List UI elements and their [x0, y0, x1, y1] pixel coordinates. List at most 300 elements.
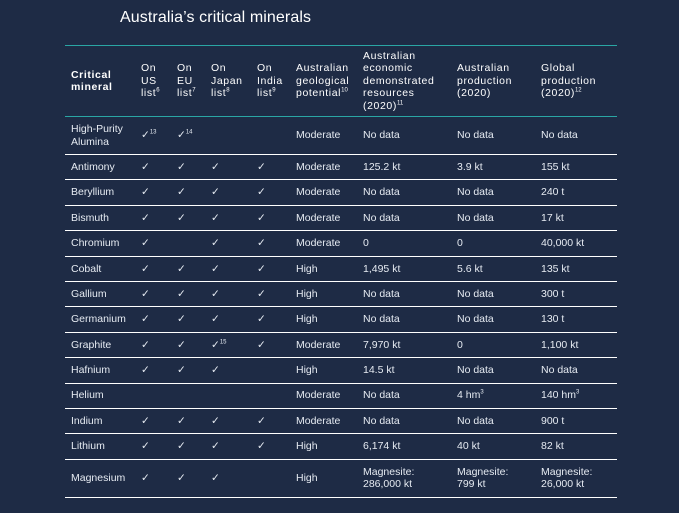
- table-row: [65, 408, 617, 433]
- cell-geological-potential: High: [296, 364, 318, 377]
- cell-australian-production: [451, 459, 535, 497]
- cell-japan-list: [205, 358, 251, 383]
- check-icon: ✓: [211, 364, 220, 377]
- cell-geological-potential: High: [296, 440, 318, 453]
- header-eu-list: [171, 46, 205, 117]
- cell-economic-resources: [357, 281, 451, 306]
- cell-geological-potential: Moderate: [296, 129, 341, 142]
- check-icon: ✓: [211, 313, 220, 326]
- cell-eu-list: [171, 383, 205, 408]
- header-mineral: [65, 46, 135, 117]
- check-icon: ✓: [257, 414, 266, 427]
- check-icon: ✓: [141, 414, 150, 427]
- header-global-production-footnote: 12: [574, 87, 582, 94]
- resources-text: Magnesite:: [363, 465, 415, 478]
- mineral-text: Cobalt: [71, 262, 102, 275]
- cell-geological-potential: Moderate: [296, 186, 341, 199]
- global-production-text: No data: [541, 129, 578, 142]
- header-eu-list-text: list: [177, 87, 193, 100]
- header-india-list-footnote: 9: [272, 87, 276, 94]
- cell-geological-potential: Moderate: [296, 414, 341, 427]
- cell-japan-list: [205, 155, 251, 180]
- aus-production-text: 5.6 kt: [457, 262, 483, 275]
- cell-global-production: [535, 358, 617, 383]
- table-body: [65, 117, 617, 498]
- check-icon: ✓: [141, 471, 150, 484]
- cell-eu-list: [171, 459, 205, 497]
- table-row: [65, 205, 617, 230]
- cell-australian-production: [451, 155, 535, 180]
- resources-text: No data: [363, 186, 400, 199]
- cell-india-list: [251, 256, 290, 281]
- check-icon: ✓: [211, 211, 220, 224]
- resources-text: 7,970 kt: [363, 338, 401, 351]
- cell-japan-list: [205, 117, 251, 155]
- cell-geological-potential: Moderate: [296, 338, 341, 351]
- cell-mineral: [65, 434, 135, 459]
- check-icon: ✓: [177, 471, 186, 484]
- header-us-list-footnote: 6: [156, 87, 160, 94]
- check-icon: ✓: [257, 313, 266, 326]
- cell-australian-production: [451, 180, 535, 205]
- header-geological-potential-text: potential: [296, 87, 342, 100]
- cell-us-list: [135, 205, 171, 230]
- mineral-text: Magnesium: [71, 471, 126, 484]
- aus-production-text: No data: [457, 211, 494, 224]
- cell-us-list: [135, 281, 171, 306]
- aus-production-text: No data: [457, 313, 494, 326]
- page-title: Australia’s critical minerals: [120, 9, 312, 26]
- table-row: [65, 155, 617, 180]
- cell-us-list: [135, 155, 171, 180]
- cell-us-list: [135, 434, 171, 459]
- header-australian-production: [451, 46, 535, 117]
- header-australian-production-text: production: [457, 74, 513, 87]
- cell-japan-list: [205, 383, 251, 408]
- table-row: [65, 307, 617, 332]
- header-global-production-text: production: [541, 74, 597, 87]
- check-icon: ✓: [177, 287, 186, 300]
- header-economic-resources-text: demonstrated: [363, 74, 435, 87]
- cell-india-list: [251, 332, 290, 357]
- cell-mineral: [65, 180, 135, 205]
- check-icon: ✓: [257, 262, 266, 275]
- mineral-text: Germanium: [71, 313, 126, 326]
- header-australian-production-text: Australian: [457, 62, 510, 75]
- cell-us-list: [135, 408, 171, 433]
- check-icon: ✓: [141, 338, 150, 351]
- header-india-list-text: India: [257, 74, 283, 87]
- header-economic-resources-text: Australian: [363, 49, 416, 62]
- cell-global-production: [535, 256, 617, 281]
- check-icon: ✓: [141, 237, 150, 250]
- global-production-text: 40,000 kt: [541, 237, 585, 250]
- header-india-list-text: list: [257, 87, 273, 100]
- aus-production-text: 799 kt: [457, 478, 486, 491]
- cell-geological-potential: High: [296, 471, 318, 484]
- mineral-text: Graphite: [71, 338, 112, 351]
- global-production-text: 900 t: [541, 414, 565, 427]
- header-japan-list: [205, 46, 251, 117]
- global-production-text: 17 kt: [541, 211, 564, 224]
- check-icon: ✓: [257, 160, 266, 173]
- cell-australian-production: [451, 434, 535, 459]
- cell-global-production: [535, 180, 617, 205]
- header-geological-potential: [290, 46, 357, 117]
- cell-mineral: [65, 256, 135, 281]
- check-icon: ✓: [177, 414, 186, 427]
- check-icon: ✓: [211, 414, 220, 427]
- table-row: [65, 434, 617, 459]
- footnote: 13: [149, 129, 157, 136]
- cell-india-list: [251, 281, 290, 306]
- aus-production-footnote: 3: [480, 389, 484, 396]
- footnote: 15: [219, 339, 227, 346]
- cell-global-production: [535, 408, 617, 433]
- cell-mineral: [65, 408, 135, 433]
- critical-minerals-table: [65, 45, 617, 498]
- check-icon: ✓: [141, 211, 150, 224]
- aus-production-text: No data: [457, 414, 494, 427]
- aus-production-text: 4 hm: [457, 389, 481, 402]
- cell-eu-list: [171, 307, 205, 332]
- cell-australian-production: [451, 358, 535, 383]
- cell-geological-potential: Moderate: [296, 211, 341, 224]
- global-production-text: 240 t: [541, 186, 565, 199]
- mineral-text: Hafnium: [71, 364, 111, 377]
- cell-australian-production: [451, 117, 535, 155]
- resources-text: 6,174 kt: [363, 440, 401, 453]
- header-japan-list-text: On: [211, 62, 227, 75]
- cell-global-production: [535, 117, 617, 155]
- global-production-text: 130 t: [541, 313, 565, 326]
- cell-global-production: [535, 307, 617, 332]
- cell-economic-resources: [357, 383, 451, 408]
- cell-global-production: [535, 205, 617, 230]
- cell-mineral: [65, 459, 135, 497]
- header-india-list-text: On: [257, 62, 273, 75]
- resources-text: No data: [363, 287, 400, 300]
- cell-economic-resources: [357, 358, 451, 383]
- check-icon: ✓: [177, 313, 186, 326]
- cell-eu-list: [171, 332, 205, 357]
- header-japan-list-text: list: [211, 87, 227, 100]
- cell-eu-list: [171, 434, 205, 459]
- check-icon: ✓: [177, 186, 186, 199]
- cell-india-list: [251, 180, 290, 205]
- cell-geological-potential: High: [296, 313, 318, 326]
- global-production-text: Magnesite:: [541, 465, 593, 478]
- cell-australian-production: [451, 256, 535, 281]
- header-global-production: [535, 46, 617, 117]
- check-icon: ✓: [141, 129, 150, 142]
- cell-india-list: [251, 117, 290, 155]
- header-japan-list-text: Japan: [211, 74, 243, 87]
- aus-production-text: Magnesite:: [457, 465, 509, 478]
- cell-australian-production: [451, 332, 535, 357]
- header-us-list-text: US: [141, 74, 157, 87]
- cell-eu-list: [171, 231, 205, 256]
- table-row: [65, 231, 617, 256]
- mineral-text: Chromium: [71, 237, 120, 250]
- cell-japan-list: [205, 459, 251, 497]
- aus-production-text: 0: [457, 338, 463, 351]
- check-icon: ✓: [141, 364, 150, 377]
- cell-eu-list: [171, 117, 205, 155]
- cell-japan-list: [205, 332, 251, 357]
- header-economic-resources-text: economic: [363, 62, 413, 75]
- header-japan-list-footnote: 8: [226, 87, 230, 94]
- global-production-text: No data: [541, 364, 578, 377]
- check-icon: ✓: [141, 160, 150, 173]
- cell-india-list: [251, 358, 290, 383]
- cell-economic-resources: [357, 256, 451, 281]
- mineral-text: High-Purity: [71, 123, 123, 135]
- aus-production-text: 0: [457, 237, 463, 250]
- mineral-text: Bismuth: [71, 211, 109, 224]
- header-geological-potential-text: geological: [296, 74, 350, 87]
- cell-economic-resources: [357, 332, 451, 357]
- cell-india-list: [251, 307, 290, 332]
- cell-mineral: [65, 358, 135, 383]
- cell-japan-list: [205, 256, 251, 281]
- global-production-text: 82 kt: [541, 440, 564, 453]
- cell-eu-list: [171, 256, 205, 281]
- cell-japan-list: [205, 307, 251, 332]
- check-icon: ✓: [257, 338, 266, 351]
- global-production-text: 1,100 kt: [541, 338, 579, 351]
- check-icon: ✓: [257, 237, 266, 250]
- header-mineral-text: Critical: [71, 68, 112, 81]
- cell-australian-production: [451, 231, 535, 256]
- table-row: [65, 332, 617, 357]
- cell-japan-list: [205, 205, 251, 230]
- cell-global-production: [535, 281, 617, 306]
- cell-mineral: [65, 117, 135, 155]
- cell-mineral: [65, 383, 135, 408]
- cell-australian-production: [451, 408, 535, 433]
- cell-economic-resources: [357, 117, 451, 155]
- check-icon: ✓: [177, 364, 186, 377]
- cell-india-list: [251, 383, 290, 408]
- table-row: [65, 180, 617, 205]
- cell-india-list: [251, 408, 290, 433]
- table-header-row: [65, 46, 617, 117]
- cell-eu-list: [171, 180, 205, 205]
- cell-global-production: [535, 332, 617, 357]
- mineral-text: Gallium: [71, 287, 107, 300]
- header-geological-potential-footnote: 10: [341, 87, 348, 94]
- aus-production-text: No data: [457, 129, 494, 142]
- footnote: 14: [185, 129, 193, 136]
- header-us-list-text: On: [141, 62, 157, 75]
- cell-japan-list: [205, 180, 251, 205]
- header-us-list: [135, 46, 171, 117]
- aus-production-text: No data: [457, 287, 494, 300]
- mineral-text: Lithium: [71, 440, 105, 453]
- cell-india-list: [251, 434, 290, 459]
- cell-mineral: [65, 307, 135, 332]
- header-us-list-text: list: [141, 87, 157, 100]
- header-india-list: [251, 46, 290, 117]
- mineral-text: Beryllium: [71, 186, 115, 199]
- cell-japan-list: [205, 408, 251, 433]
- check-icon: ✓: [177, 440, 186, 453]
- header-geological-potential-text: Australian: [296, 62, 349, 75]
- check-icon: ✓: [141, 262, 150, 275]
- check-icon: ✓: [141, 440, 150, 453]
- cell-geological-potential: High: [296, 262, 318, 275]
- cell-mineral: [65, 205, 135, 230]
- global-production-text: 135 kt: [541, 262, 570, 275]
- cell-japan-list: [205, 231, 251, 256]
- header-eu-list-footnote: 7: [192, 87, 196, 94]
- resources-text: 14.5 kt: [363, 364, 395, 377]
- check-icon: ✓: [211, 186, 220, 199]
- cell-economic-resources: [357, 459, 451, 497]
- aus-production-text: No data: [457, 186, 494, 199]
- cell-mineral: [65, 332, 135, 357]
- cell-eu-list: [171, 408, 205, 433]
- resources-text: 1,495 kt: [363, 262, 401, 275]
- cell-global-production: [535, 383, 617, 408]
- cell-us-list: [135, 383, 171, 408]
- cell-geological-potential: Moderate: [296, 237, 341, 250]
- check-icon: ✓: [211, 287, 220, 300]
- aus-production-text: 3.9 kt: [457, 160, 483, 173]
- cell-geological-potential: Moderate: [296, 389, 341, 402]
- cell-mineral: [65, 155, 135, 180]
- check-icon: ✓: [211, 338, 220, 351]
- resources-text: No data: [363, 414, 400, 427]
- cell-economic-resources: [357, 408, 451, 433]
- header-eu-list-text: On: [177, 62, 193, 75]
- cell-mineral: [65, 281, 135, 306]
- header-global-production-text: (2020): [541, 87, 575, 100]
- cell-india-list: [251, 459, 290, 497]
- resources-text: 0: [363, 237, 369, 250]
- cell-economic-resources: [357, 307, 451, 332]
- cell-japan-list: [205, 281, 251, 306]
- check-icon: ✓: [177, 129, 186, 142]
- cell-mineral: [65, 231, 135, 256]
- global-production-text: 155 kt: [541, 160, 570, 173]
- header-global-production-text: Global: [541, 62, 575, 75]
- cell-eu-list: [171, 205, 205, 230]
- global-production-footnote: 3: [576, 389, 580, 396]
- cell-economic-resources: [357, 231, 451, 256]
- table-row: [65, 459, 617, 497]
- cell-global-production: [535, 434, 617, 459]
- cell-us-list: [135, 180, 171, 205]
- header-eu-list-text: EU: [177, 74, 193, 87]
- table-row: [65, 383, 617, 408]
- cell-us-list: [135, 459, 171, 497]
- aus-production-text: No data: [457, 364, 494, 377]
- cell-geological-potential: Moderate: [296, 160, 341, 173]
- check-icon: ✓: [211, 160, 220, 173]
- check-icon: ✓: [257, 440, 266, 453]
- cell-economic-resources: [357, 434, 451, 459]
- cell-us-list: [135, 231, 171, 256]
- cell-australian-production: [451, 205, 535, 230]
- check-icon: ✓: [177, 338, 186, 351]
- check-icon: ✓: [177, 211, 186, 224]
- cell-global-production: [535, 155, 617, 180]
- check-icon: ✓: [211, 471, 220, 484]
- cell-eu-list: [171, 281, 205, 306]
- mineral-text: Alumina: [71, 135, 109, 148]
- check-icon: ✓: [141, 313, 150, 326]
- cell-australian-production: [451, 307, 535, 332]
- cell-us-list: [135, 117, 171, 155]
- cell-eu-list: [171, 358, 205, 383]
- header-mineral-text: mineral: [71, 81, 113, 93]
- aus-production-text: 40 kt: [457, 440, 480, 453]
- check-icon: ✓: [141, 186, 150, 199]
- header-australian-production-text: (2020): [457, 87, 491, 100]
- header-economic-resources: [357, 46, 451, 117]
- cell-economic-resources: [357, 205, 451, 230]
- resources-text: No data: [363, 129, 400, 142]
- global-production-text: 300 t: [541, 287, 565, 300]
- check-icon: ✓: [257, 186, 266, 199]
- header-economic-resources-text: (2020): [363, 99, 397, 112]
- cell-us-list: [135, 358, 171, 383]
- resources-text: No data: [363, 389, 400, 402]
- resources-text: 125.2 kt: [363, 160, 401, 173]
- check-icon: ✓: [257, 211, 266, 224]
- cell-economic-resources: [357, 155, 451, 180]
- resources-text: 286,000 kt: [363, 478, 413, 491]
- header-economic-resources-text: resources: [363, 87, 415, 100]
- check-icon: ✓: [141, 287, 150, 300]
- cell-india-list: [251, 205, 290, 230]
- mineral-text: Antimony: [71, 160, 115, 173]
- check-icon: ✓: [211, 440, 220, 453]
- cell-us-list: [135, 332, 171, 357]
- table-row: [65, 256, 617, 281]
- global-production-text: 140 hm: [541, 389, 577, 402]
- cell-japan-list: [205, 434, 251, 459]
- cell-india-list: [251, 231, 290, 256]
- cell-geological-potential: High: [296, 287, 318, 300]
- mineral-text: Indium: [71, 414, 103, 427]
- cell-economic-resources: [357, 180, 451, 205]
- table-row: [65, 117, 617, 155]
- cell-australian-production: [451, 281, 535, 306]
- check-icon: ✓: [257, 287, 266, 300]
- check-icon: ✓: [177, 160, 186, 173]
- check-icon: ✓: [177, 262, 186, 275]
- check-icon: ✓: [211, 262, 220, 275]
- cell-australian-production: [451, 383, 535, 408]
- cell-india-list: [251, 155, 290, 180]
- mineral-text: Helium: [71, 389, 104, 402]
- table-row: [65, 358, 617, 383]
- cell-global-production: [535, 459, 617, 497]
- resources-text: No data: [363, 211, 400, 224]
- cell-eu-list: [171, 155, 205, 180]
- cell-us-list: [135, 307, 171, 332]
- header-economic-resources-footnote: 11: [396, 100, 404, 107]
- cell-us-list: [135, 256, 171, 281]
- check-icon: ✓: [211, 237, 220, 250]
- resources-text: No data: [363, 313, 400, 326]
- table-row: [65, 281, 617, 306]
- cell-global-production: [535, 231, 617, 256]
- global-production-text: 26,000 kt: [541, 478, 585, 491]
